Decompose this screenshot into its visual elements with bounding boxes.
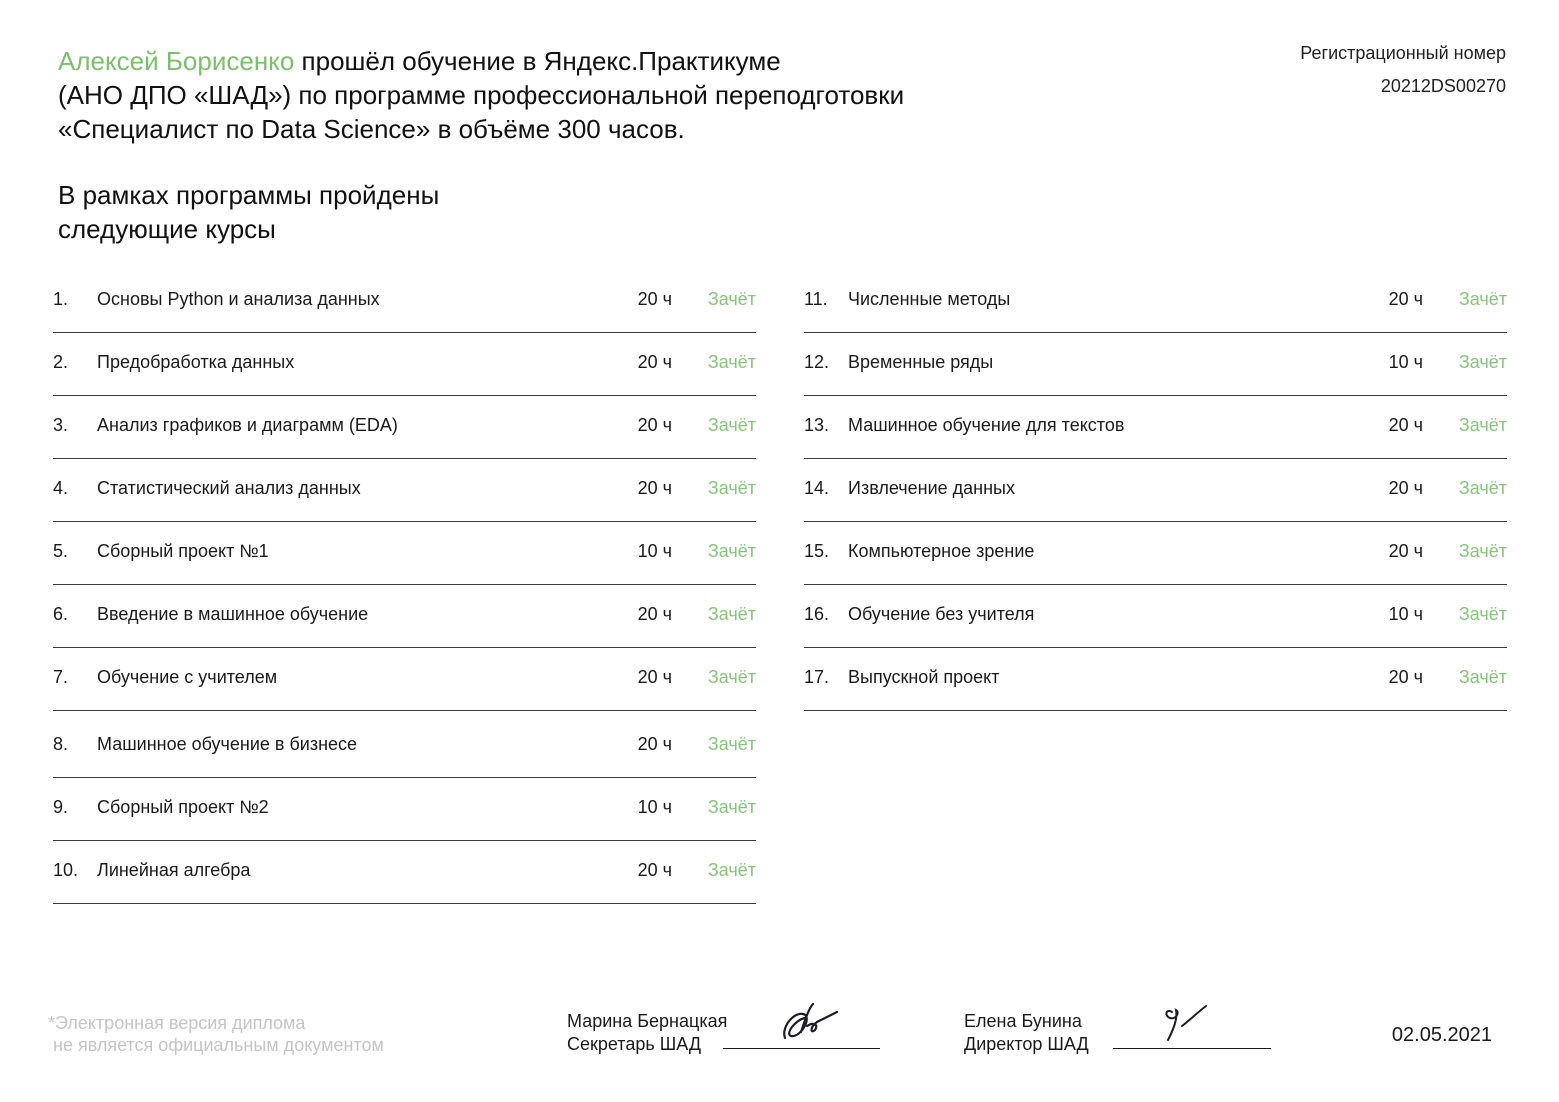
intro-paragraph xyxy=(58,44,1018,146)
course-number: 9. xyxy=(53,797,69,817)
signatory-role: Директор ШАД xyxy=(964,1034,1089,1054)
signature-line xyxy=(1113,1048,1271,1049)
course-row xyxy=(804,396,1507,459)
course-title: Сборный проект №2 xyxy=(97,797,269,817)
registration-label: Регистрационный номер xyxy=(1300,43,1506,63)
signature-block-director xyxy=(964,1010,1089,1056)
signatory-name: Марина Бернацкая xyxy=(567,1011,728,1031)
course-row xyxy=(804,648,1507,711)
course-hours: 20 ч xyxy=(1388,415,1423,435)
course-number: 12. xyxy=(804,352,830,372)
course-title: Линейная алгебра xyxy=(97,860,251,880)
course-grade: Зачёт xyxy=(707,734,756,754)
course-row xyxy=(53,585,756,648)
course-title: Введение в машинное обучение xyxy=(97,604,369,624)
course-number: 15. xyxy=(804,541,830,561)
graduate-name: Алексей Борисенко xyxy=(58,46,295,76)
course-title: Машинное обучение для текстов xyxy=(848,415,1125,435)
course-row xyxy=(804,585,1507,648)
course-number: 1. xyxy=(53,289,69,309)
course-hours: 20 ч xyxy=(637,604,672,624)
course-title: Обучение с учителем xyxy=(97,667,278,687)
course-number: 2. xyxy=(53,352,69,372)
course-title: Предобработка данных xyxy=(97,352,295,372)
course-row xyxy=(53,778,756,841)
course-grade: Зачёт xyxy=(707,604,756,624)
course-grade: Зачёт xyxy=(1458,478,1507,498)
handwritten-signature-icon xyxy=(779,998,843,1048)
course-row xyxy=(53,459,756,522)
course-grade: Зачёт xyxy=(1458,415,1507,435)
courses-heading xyxy=(58,178,518,246)
signature-block-secretary xyxy=(567,1010,727,1056)
course-row xyxy=(53,648,756,711)
signatory-role: Секретарь ШАД xyxy=(567,1034,702,1054)
course-number: 10. xyxy=(53,860,79,880)
course-title: Выпускной проект xyxy=(848,667,1000,687)
course-grade: Зачёт xyxy=(1458,667,1507,687)
course-number: 4. xyxy=(53,478,69,498)
course-row xyxy=(53,522,756,585)
course-hours: 20 ч xyxy=(1388,541,1423,561)
course-list-right xyxy=(804,270,1507,711)
course-hours: 20 ч xyxy=(637,289,672,309)
disclaimer-line1: *Электронная версия диплома xyxy=(48,1013,306,1033)
course-grade: Зачёт xyxy=(707,478,756,498)
course-grade: Зачёт xyxy=(1458,289,1507,309)
course-number: 11. xyxy=(804,289,828,309)
course-hours: 20 ч xyxy=(637,352,672,372)
course-grade: Зачёт xyxy=(1458,541,1507,561)
course-hours: 10 ч xyxy=(637,797,672,817)
intro-line2: (АНО ДПО «ШАД») по программе профессиональной переподготовки xyxy=(58,80,905,110)
courses-heading-line2: следующие курсы xyxy=(58,214,276,244)
course-grade: Зачёт xyxy=(1458,352,1507,372)
course-grade: Зачёт xyxy=(707,352,756,372)
course-title: Анализ графиков и диаграмм (EDA) xyxy=(97,415,398,435)
course-title: Извлечение данных xyxy=(848,478,1015,498)
course-title: Компьютерное зрение xyxy=(848,541,1035,561)
handwritten-signature-icon xyxy=(1158,1002,1214,1048)
course-number: 6. xyxy=(53,604,69,624)
course-row xyxy=(804,459,1507,522)
course-number: 3. xyxy=(53,415,69,435)
course-grade: Зачёт xyxy=(707,289,756,309)
intro-line3: «Специалист по Data Science» в объёме 300 часов. xyxy=(58,114,685,144)
disclaimer-line2: не является официальным документом xyxy=(53,1035,384,1055)
course-number: 16. xyxy=(804,604,830,624)
signature-line xyxy=(723,1048,880,1049)
course-list-left xyxy=(53,270,756,904)
course-hours: 10 ч xyxy=(1388,352,1423,372)
course-number: 8. xyxy=(53,734,69,754)
course-hours: 20 ч xyxy=(637,667,672,687)
course-row xyxy=(53,841,756,904)
course-number: 7. xyxy=(53,667,69,687)
course-hours: 10 ч xyxy=(1388,604,1423,624)
course-title: Статистический анализ данных xyxy=(97,478,361,498)
course-title: Численные методы xyxy=(848,289,1011,309)
course-hours: 20 ч xyxy=(637,415,672,435)
course-row xyxy=(53,333,756,396)
course-grade: Зачёт xyxy=(707,860,756,880)
course-hours: 20 ч xyxy=(1388,478,1423,498)
courses-heading-line1: В рамках программы пройдены xyxy=(58,180,440,210)
intro-line1: прошёл обучение в Яндекс.Практикуме xyxy=(294,46,781,76)
course-row xyxy=(53,270,756,333)
course-number: 13. xyxy=(804,415,830,435)
issue-date: 02.05.2021 xyxy=(1391,1024,1492,1046)
course-row xyxy=(804,333,1507,396)
course-hours: 10 ч xyxy=(637,541,672,561)
registration-number: 20212DS00270 xyxy=(1380,76,1506,96)
course-title: Машинное обучение в бизнесе xyxy=(97,734,358,754)
course-title: Временные ряды xyxy=(848,352,994,372)
course-hours: 20 ч xyxy=(637,478,672,498)
course-hours: 20 ч xyxy=(1388,289,1423,309)
course-row xyxy=(53,711,756,778)
course-title: Основы Python и анализа данных xyxy=(97,289,380,309)
course-grade: Зачёт xyxy=(1458,604,1507,624)
course-title: Обучение без учителя xyxy=(848,604,1035,624)
course-grade: Зачёт xyxy=(707,797,756,817)
signatory-name: Елена Бунина xyxy=(964,1011,1082,1031)
course-hours: 20 ч xyxy=(637,860,672,880)
course-number: 17. xyxy=(804,667,830,687)
course-title: Сборный проект №1 xyxy=(97,541,269,561)
course-row xyxy=(804,270,1507,333)
course-row xyxy=(804,522,1507,585)
course-row xyxy=(53,396,756,459)
course-hours: 20 ч xyxy=(637,734,672,754)
course-grade: Зачёт xyxy=(707,667,756,687)
course-grade: Зачёт xyxy=(707,415,756,435)
course-hours: 20 ч xyxy=(1388,667,1423,687)
course-grade: Зачёт xyxy=(707,541,756,561)
registration-block xyxy=(1300,43,1506,97)
disclaimer-footnote xyxy=(48,1012,384,1056)
course-number: 14. xyxy=(804,478,830,498)
course-number: 5. xyxy=(53,541,69,561)
